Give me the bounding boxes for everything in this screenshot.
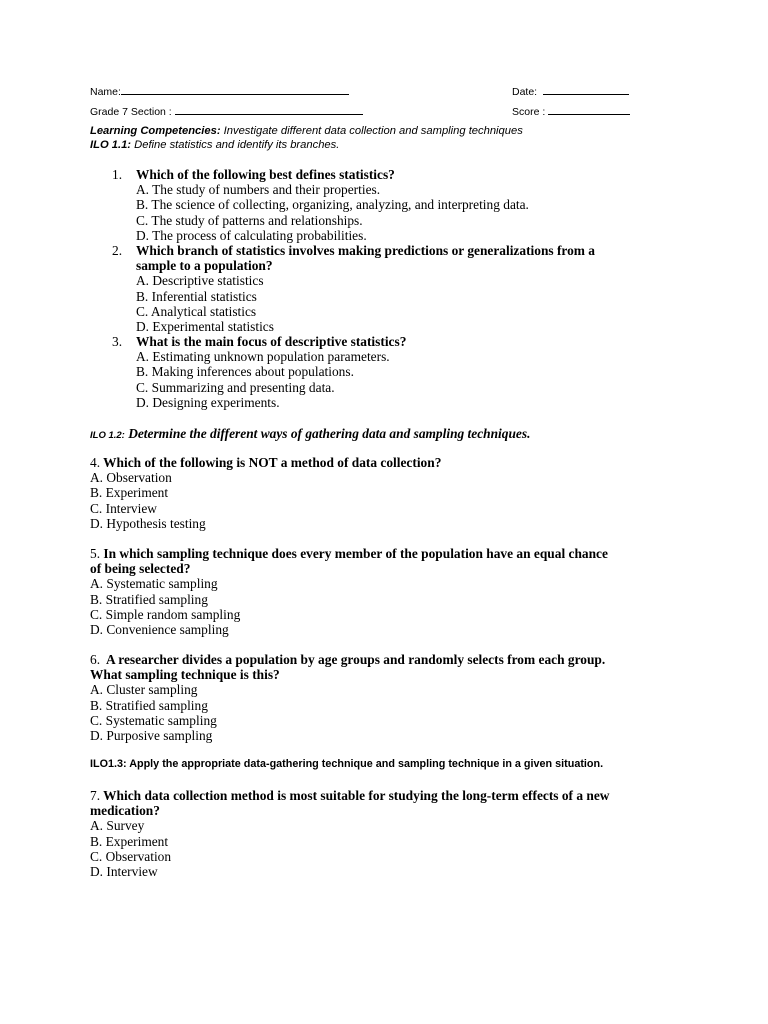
- question-number: 2.: [112, 243, 123, 258]
- question-number: 4.: [90, 455, 101, 470]
- question-1: [112, 167, 529, 243]
- question-2: [112, 243, 595, 334]
- question-number: 3.: [112, 334, 123, 349]
- option[interactable]: A. Cluster sampling: [90, 682, 198, 698]
- learning-competencies: [90, 125, 523, 138]
- option[interactable]: A. Survey: [90, 818, 145, 834]
- question-3: [112, 334, 406, 410]
- option[interactable]: C. Interview: [90, 500, 157, 516]
- option[interactable]: B. The science of collecting, organizing, analyzing, and interpreting data.: [136, 197, 529, 213]
- option[interactable]: A. Systematic sampling: [90, 576, 218, 592]
- option[interactable]: D. Hypothesis testing: [90, 515, 206, 531]
- question-text-continued: medication?: [90, 803, 160, 819]
- option[interactable]: D. Convenience sampling: [90, 622, 229, 638]
- name-label: Name:: [90, 86, 121, 98]
- ilo-1-1: [90, 139, 339, 152]
- option[interactable]: A. Estimating unknown population parameters.: [136, 349, 390, 365]
- question-text: Which data collection method is most suitable for studying the long-term effects of a new: [100, 788, 610, 803]
- name-blank-line[interactable]: [121, 84, 349, 95]
- option[interactable]: B. Inferential statistics: [136, 288, 257, 304]
- option[interactable]: A. Observation: [90, 470, 172, 486]
- option[interactable]: A. The study of numbers and their properties.: [136, 182, 381, 198]
- ilo-1-2-label: ILO 1.2:: [90, 430, 125, 441]
- question-text: Which branch of statistics involves making predictions or generalizations from a: [136, 243, 596, 258]
- option[interactable]: B. Making inferences about populations.: [136, 364, 354, 380]
- question-number: 5.: [90, 546, 101, 561]
- option[interactable]: C. Systematic sampling: [90, 712, 217, 728]
- ilo-1-2: [90, 425, 530, 443]
- ilo-1-1-text: Define statistics and identify its branches.: [131, 139, 340, 151]
- option[interactable]: D. Interview: [90, 864, 158, 880]
- date-field: [512, 84, 629, 98]
- score-label: Score :: [512, 106, 546, 118]
- question-7: [90, 788, 609, 879]
- option[interactable]: B. Stratified sampling: [90, 697, 208, 713]
- ilo-1-2-text: Determine the different ways of gathering data and sampling techniques.: [124, 426, 531, 441]
- question-4: [90, 455, 441, 531]
- option[interactable]: C. Simple random sampling: [90, 606, 241, 622]
- question-6: [90, 652, 605, 743]
- section-field: [90, 104, 363, 118]
- ilo-1-1-label: ILO 1.1:: [90, 139, 132, 151]
- option[interactable]: B. Experiment: [90, 833, 169, 849]
- score-blank-line[interactable]: [548, 104, 630, 115]
- date-blank-line[interactable]: [543, 84, 629, 95]
- question-text: A researcher divides a population by age groups and randomly selects from each group.: [100, 652, 606, 667]
- option[interactable]: B. Stratified sampling: [90, 591, 208, 607]
- section-label: Grade 7 Section :: [90, 106, 172, 118]
- option[interactable]: C. Analytical statistics: [136, 303, 257, 319]
- learning-competencies-text: Investigate different data collection and sampling techniques: [220, 125, 523, 137]
- option[interactable]: D. Purposive sampling: [90, 728, 213, 744]
- section-blank-line[interactable]: [175, 104, 363, 115]
- option[interactable]: B. Experiment: [90, 485, 169, 501]
- question-text-continued: sample to a population?: [136, 258, 273, 274]
- question-text-continued: What sampling technique is this?: [90, 667, 280, 683]
- question-text: Which of the following best defines statistics?: [136, 167, 395, 182]
- question-text: In which sampling technique does every member of the population have an equal chance: [100, 546, 608, 561]
- learning-competencies-label: Learning Competencies:: [90, 125, 221, 137]
- question-number: 1.: [112, 167, 123, 182]
- question-text: Which of the following is NOT a method of data collection?: [100, 455, 442, 470]
- option[interactable]: D. Designing experiments.: [136, 394, 280, 410]
- name-field: [90, 84, 349, 98]
- date-label: Date:: [512, 86, 538, 98]
- question-text-continued: of being selected?: [90, 561, 191, 577]
- option[interactable]: C. The study of patterns and relationships.: [136, 212, 363, 228]
- option[interactable]: D. Experimental statistics: [136, 319, 274, 335]
- question-text: What is the main focus of descriptive statistics?: [136, 334, 407, 349]
- question-number: 6.: [90, 652, 101, 667]
- option[interactable]: D. The process of calculating probabilities.: [136, 227, 367, 243]
- ilo-1-3: ILO1.3: Apply the appropriate data-gathering technique and sampling technique in a given situation.: [90, 758, 604, 770]
- option[interactable]: A. Descriptive statistics: [136, 273, 264, 289]
- option[interactable]: C. Summarizing and presenting data.: [136, 379, 335, 395]
- question-5: [90, 546, 608, 637]
- question-number: 7.: [90, 788, 101, 803]
- score-field: [512, 104, 630, 118]
- option[interactable]: C. Observation: [90, 848, 172, 864]
